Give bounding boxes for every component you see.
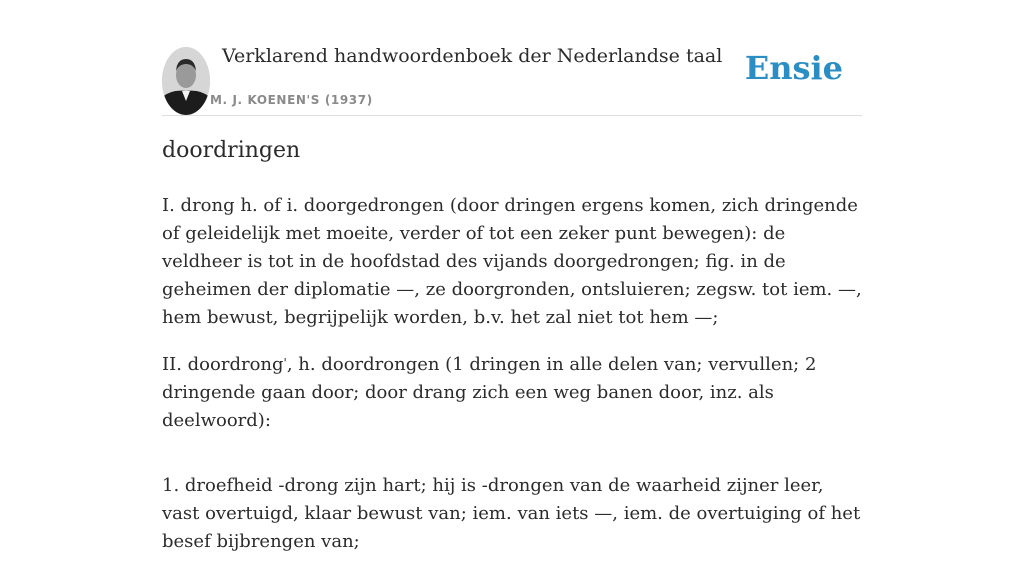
entry-definition: [162, 192, 866, 575]
author-portrait-image: [162, 47, 210, 115]
stress-mark: ': [283, 356, 287, 370]
dictionary-header: [162, 0, 862, 116]
definition-paragraph-2: [162, 351, 866, 435]
book-author: M. J. KOENEN'S (1937): [210, 93, 373, 107]
entry-headword: doordringen: [162, 138, 301, 163]
definition-paragraph-2-rest: , h. doordrongen (1 dringen in alle delen van; vervullen; 2 dringende gaan door; door drang zich een weg banen door, inz. als deelwoord):: [162, 354, 817, 431]
book-title: Verklarend handwoordenboek der Nederlandse taal: [222, 45, 723, 67]
ensie-logo-link[interactable]: Ensie: [744, 49, 843, 87]
definition-paragraph-2-start: II. doordrong: [162, 354, 284, 375]
page: [162, 0, 862, 552]
definition-paragraph-3: 1. droefheid -drong zijn hart; hij is -drongen van de waarheid zijner leer, vast overtuigd, klaar bewust van; iem. van iets —, iem. de overtuiging of het besef bijbrengen van;: [162, 475, 861, 552]
definition-paragraph-1: I. drong h. of i. doorgedrongen (door dringen ergens komen, zich dringende of geleidelijk met moeite, verder of tot een zeker punt bewegen): de veldheer is tot in de hoofdstad des vijands doorgedrongen; fig. in de geheimen der diplomatie —, ze doorgronden, ontsluieren; zegsw. tot iem. —, hem bewust, begrijpelijk worden, b.v. het zal niet tot hem —;: [162, 195, 862, 328]
author-portrait-icon: [162, 47, 210, 115]
